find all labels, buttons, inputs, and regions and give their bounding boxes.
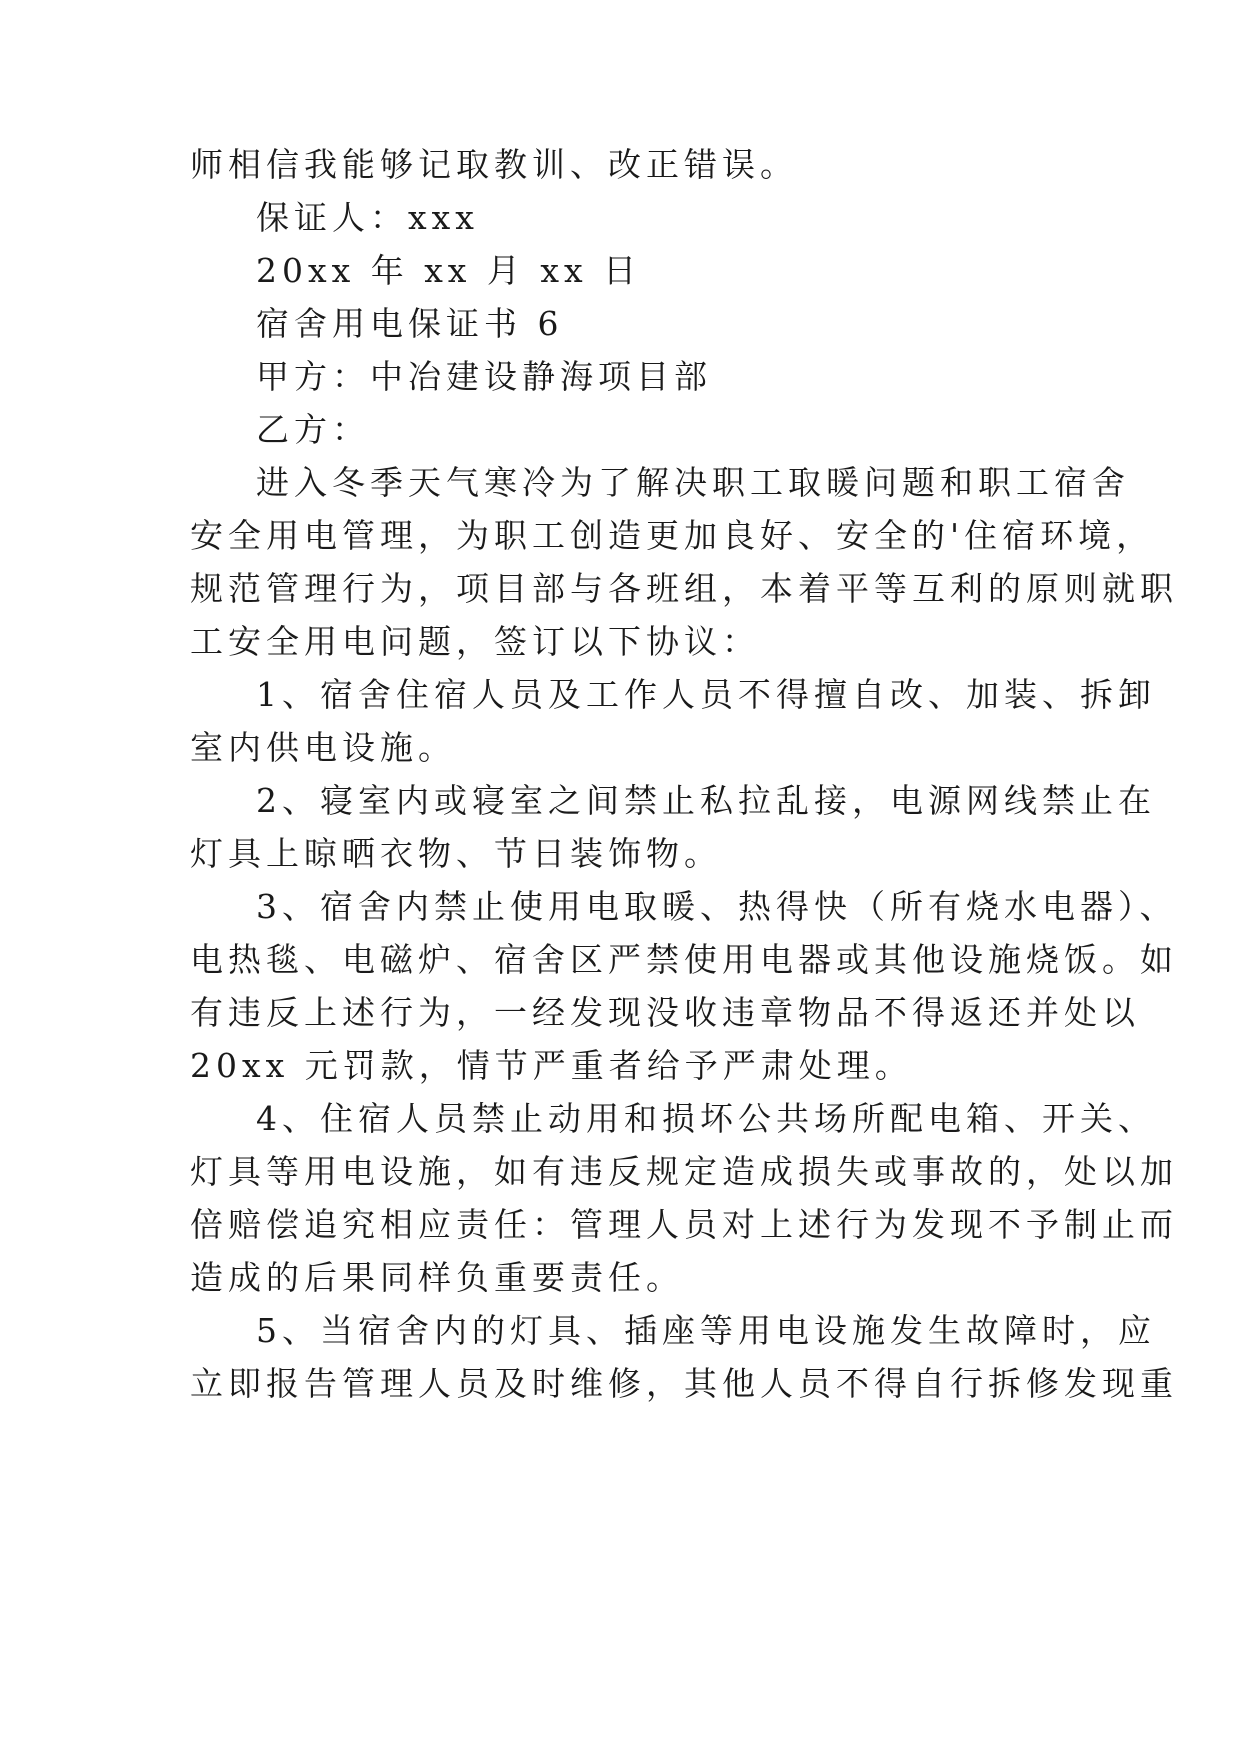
clause-3-line: 3、宿舍内禁止使用电取暖、热得快（所有烧水电器）、 (256, 887, 1178, 926)
text-line: 灯具等用电设施，如有违反规定造成损失或事故的，处以加 (190, 1152, 1178, 1191)
text-line: 灯具上晾晒衣物、节日装饰物。 (190, 834, 722, 873)
clause-5-line: 5、当宿舍内的灯具、插座等用电设施发生故障时，应 (256, 1311, 1156, 1350)
clause-1-line: 1、宿舍住宿人员及工作人员不得擅自改、加装、拆卸 (256, 675, 1156, 714)
party-a-line: 甲方：中冶建设静海项目部 (256, 357, 712, 396)
text-line: 师相信我能够记取教训、改正错误。 (190, 145, 798, 184)
text-line: 电热毯、电磁炉、宿舍区严禁使用电器或其他设施烧饭。如 (190, 940, 1178, 979)
text-line: 室内供电设施。 (190, 728, 456, 767)
text-line: 安全用电管理，为职工创造更加良好、安全的'住宿环境， (190, 516, 1155, 555)
text-line: 进入冬季天气寒冷为了解决职工取暖问题和职工宿舍 (256, 463, 1130, 502)
text-line: 倍赔偿追究相应责任：管理人员对上述行为发现不予制止而 (190, 1205, 1178, 1244)
text-line: 立即报告管理人员及时维修，其他人员不得自行拆修发现重 (190, 1364, 1178, 1403)
text-line: 有违反上述行为，一经发现没收违章物品不得返还并处以 (190, 993, 1140, 1032)
section-title: 宿舍用电保证书 6 (256, 304, 564, 343)
party-b-line: 乙方： (256, 410, 370, 449)
text-line: 规范管理行为，项目部与各班组，本着平等互利的原则就职 (190, 569, 1178, 608)
text-line: 20xx 元罚款，情节严重者给予严肃处理。 (190, 1046, 913, 1085)
guarantor-line: 保证人：xxx (256, 198, 479, 237)
date-line: 20xx 年 xx 月 xx 日 (256, 251, 642, 290)
clause-2-line: 2、寝室内或寝室之间禁止私拉乱接，电源网线禁止在 (256, 781, 1156, 820)
text-line: 造成的后果同样负重要责任。 (190, 1258, 684, 1297)
text-line: 工安全用电问题，签订以下协议： (190, 622, 760, 661)
clause-4-line: 4、住宿人员禁止动用和损坏公共场所配电箱、开关、 (256, 1099, 1156, 1138)
